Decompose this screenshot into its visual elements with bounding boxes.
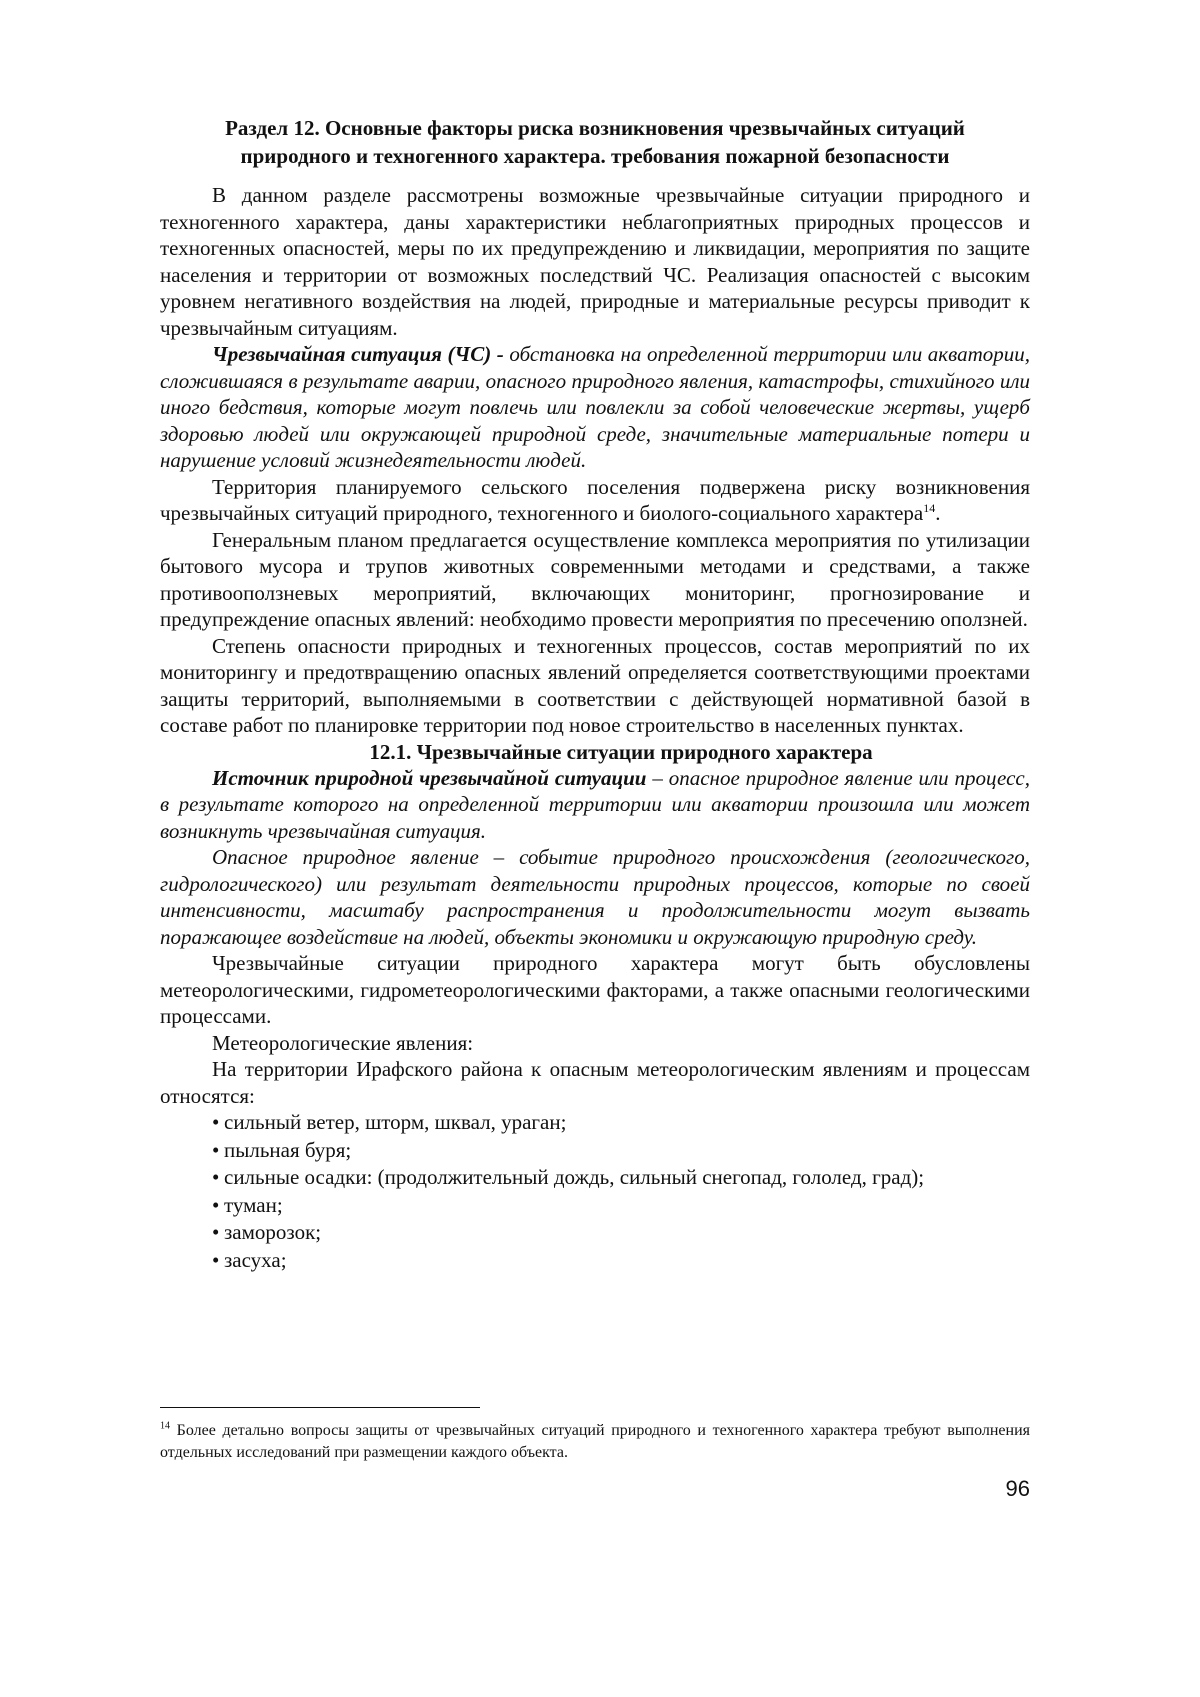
bullet-icon: • [212,1165,220,1189]
list-item [212,1109,1030,1137]
list-item-text: засуха; [224,1247,287,1272]
territory-paragraph [160,474,1030,527]
footnote-reference[interactable]: 14 [923,501,936,515]
document-body [160,182,1030,1274]
section-heading [160,114,1030,170]
section-heading-line-1: Раздел 12. Основные факторы риска возникновения чрезвычайных ситуаций [225,116,965,140]
list-item-text: пыльная буря; [224,1137,352,1162]
list-item [212,1247,1030,1275]
definition-emergency-term: Чрезвычайная ситуация (ЧС) - [212,342,504,366]
list-item-text: туман; [224,1192,283,1217]
list-item [212,1192,1030,1220]
list-item-text: сильные осадки: (продолжительный дождь, сильный снегопад, гололед, град); [224,1165,925,1189]
definition-source-text: – опасное природное явление или процесс, в результате которого на определенной территории или акватории произошла или может возникнуть чрезвычайная ситуация. [160,765,1030,843]
territory-paragraph-end: . [935,501,941,525]
list-item-text: сильный ветер, шторм, шквал, ураган; [224,1110,567,1134]
meteo-hazards-list [160,1109,1030,1274]
bullet-icon: • [212,1247,220,1272]
definition-hazard-paragraph: Опасное природное явление – событие природного происхождения (геологического, гидрологического) или результат деятельности природных процессов, которые по своей интенсивности, масштабу распространения и продолжительности могут вызвать поражающее воздействие на людей, объекты экономики и окружающую природную среду. [160,845,1030,949]
list-item [212,1137,1030,1165]
intro-paragraph: В данном разделе рассмотрены возможные чрезвычайные ситуации природного и техногенного характера, даны характеристики неблагоприятных природных процессов и техногенных опасностей, меры по их предупреждению и ликвидации, мероприятия по защите населения и территории от возможных последствий ЧС. Реализация опасностей с высоким уровнем негативного воздействия на людей, природные и материальные ресурсы приводит к чрезвычайным ситуациям. [160,183,1030,340]
bullet-icon: • [212,1137,220,1162]
bullet-icon: • [212,1110,220,1134]
definition-emergency-text: обстановка на определенной территории или акватории, сложившаяся в результате аварии, опасного природного явления, катастрофы, стихийного или иного бедствия, которые могут повлечь или повлекли за собой человеческие жертвы, ущерб здоровью людей или окружающей природной среде, значительные материальные потери и нарушение условий жизнедеятельности людей. [160,342,1030,472]
general-plan-paragraph: Генеральным планом предлагается осуществление комплекса мероприятия по утилизации бытового мусора и трупов животных современными методами и средствами, а также противооползневых мероприятий, включающих мониторинг, прогнозирование и предупреждение опасных явлений: необходимо провести мероприятия по пресечению оползней. [160,527,1030,631]
meteo-intro-paragraph: На территории Ирафского района к опасным метеорологическим явлениям и процессам относятся: [160,1057,1030,1108]
list-item [212,1219,1030,1247]
meteo-heading: Метеорологические явления: [212,1030,474,1055]
definition-emergency-paragraph [160,341,1030,474]
bullet-icon: • [212,1192,220,1217]
footnote [160,1420,1030,1464]
page-number: 96 [1005,1476,1030,1501]
list-item [212,1164,1030,1192]
section-heading-line-2: природного и техногенного характера. требования пожарной безопасности [240,144,950,168]
natural-es-paragraph: Чрезвычайные ситуации природного характера могут быть обусловлены метеорологическими, гидрометеорологическими факторами, а также опасными геологическими процессами. [160,951,1030,1028]
definition-source-paragraph [160,765,1030,845]
subsection-title: 12.1. Чрезвычайные ситуации природного характера [369,739,873,764]
definition-source-term: Источник природной чрезвычайной ситуации [212,765,647,790]
bullet-icon: • [212,1220,220,1244]
footnote-text: Более детально вопросы защиты от чрезвычайных ситуаций природного и техногенного характера требуют выполнения отдельных исследований при размещении каждого объекта. [160,1422,1030,1461]
hazard-degree-paragraph: Степень опасности природных и техногенных процессов, состав мероприятий по их мониторингу и предотвращению опасных явлений определяется соответствующими проектами защиты территорий, выполняемыми в соответствии с действующей нормативной базой в составе работ по планировке территории под новое строительство в населенных пунктах. [160,633,1030,737]
list-item-text: заморозок; [224,1220,322,1244]
footnote-number: 14 [160,1420,170,1432]
footnote-separator [160,1407,480,1408]
territory-paragraph-text: Территория планируемого сельского поселения подвержена риску возникновения чрезвычайных ситуаций природного, техногенного и биолого-социального характера [160,474,1030,525]
